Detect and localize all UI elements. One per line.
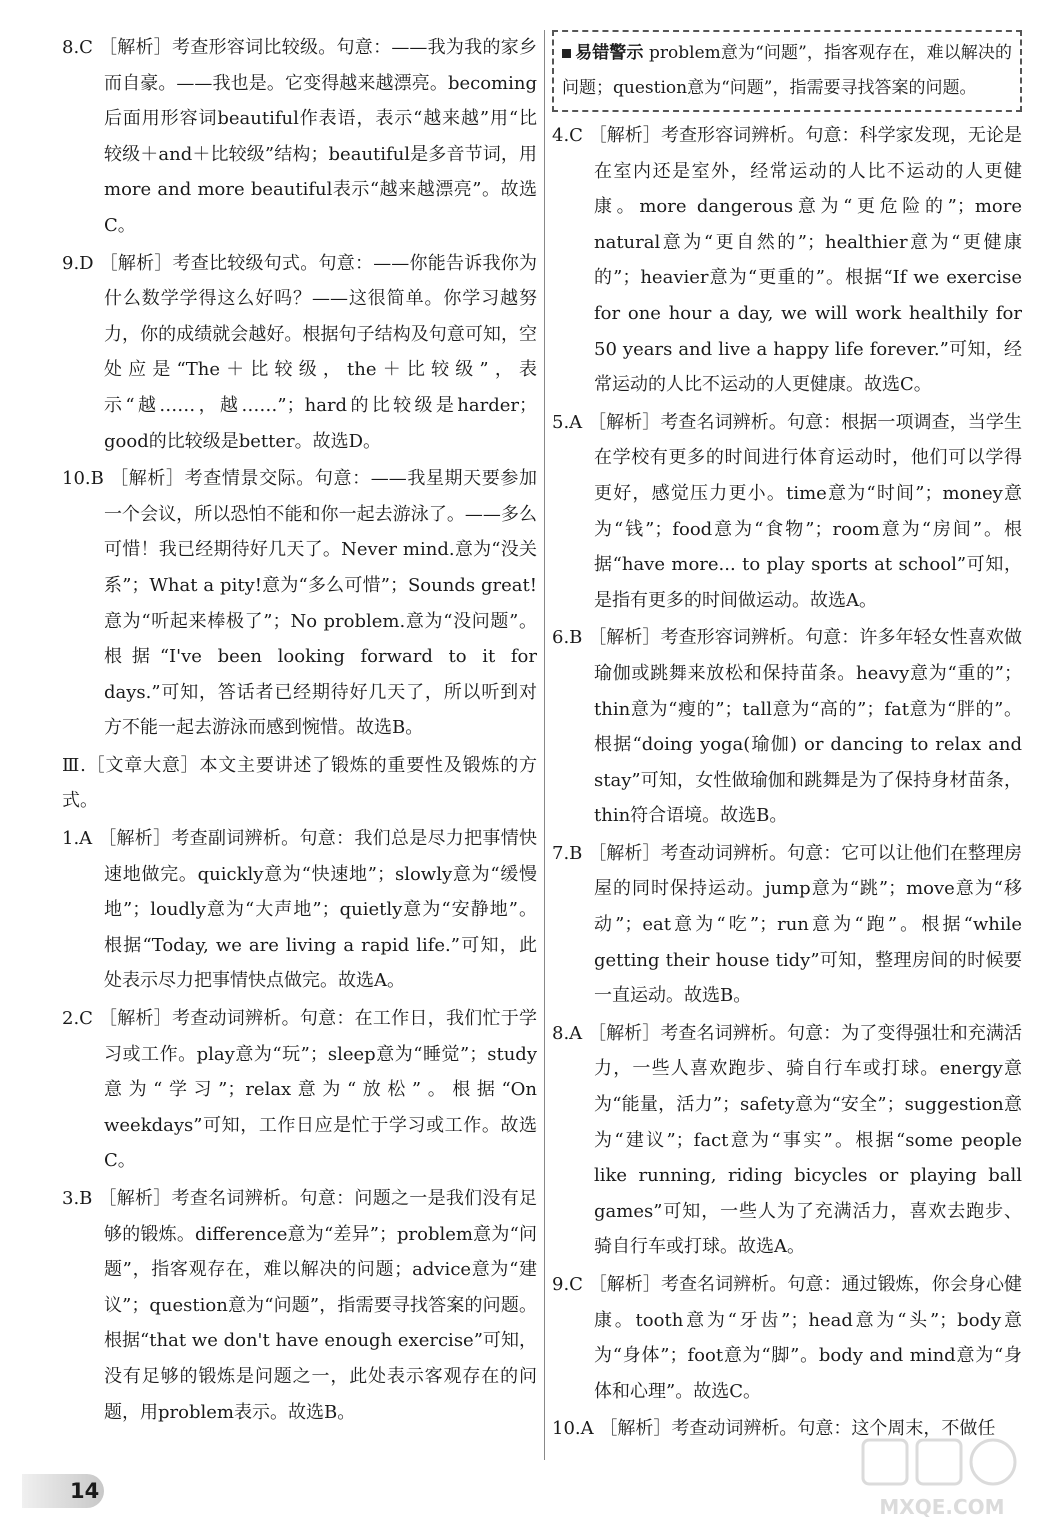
answer-text: 8.C ［解析］考查形容词比较级。句意：——我为我的家乡而自豪。——我也是。它变得越来越漂亮。becoming后面用形容词beautiful作表语，表示“越来越”用“比较级＋and＋比较级”结构；beautiful是多音节词，用more and more beautiful表示“越来越漂亮”。故选C。 — [62, 37, 537, 236]
answer-item — [62, 1181, 537, 1430]
tip-text: problem意为“问题”，指客观存在，难以解决的问题；question意为“问题”，指需要寻找答案的问题。 — [562, 43, 1013, 98]
section-summary — [62, 748, 537, 819]
answer-text: 5.A ［解析］考查名词辨析。句意：根据一项调查，当学生在学校有更多的时间进行体育运动时，他们可以学得更好，感觉压力更小。time意为“时间”；money意为“钱”；food意为“食物”；room意为“房间”。根据“have more... to play sports at school”可知，是指有更多的时间做运动。故选A。 — [552, 411, 1022, 611]
answer-item — [62, 461, 537, 746]
left-column — [62, 30, 537, 1432]
answer-item — [552, 1016, 1022, 1265]
answer-text: 7.B ［解析］考查动词辨析。句意：它可以让他们在整理房屋的同时保持运动。jump意为“跳”；move意为“移动”；eat意为“吃”；run意为“跑”。根据“while getting their house tidy”可知，整理房间的时候要一直运动。故选B。 — [552, 842, 1022, 1007]
answer-text: 6.B ［解析］考查形容词辨析。句意：许多年轻女性喜欢做瑜伽或跳舞来放松和保持苗条。heavy意为“重的”；thin意为“瘦的”；tall意为“高的”；fat意为“胖的”。根据“doing yoga(瑜伽) or dancing to relax and stay”可知，女性做瑜伽和跳舞是为了保持身材苗条，thin符合语境。故选B。 — [552, 627, 1022, 827]
answer-item — [552, 620, 1022, 834]
answer-text: 3.B ［解析］考查名词辨析。句意：问题之一是我们没有足够的锻炼。difference意为“差异”；problem意为“问题”，指客观存在，难以解决的问题；advice意为“建议”；question意为“问题”，指需要寻找答案的问题。根据“that we don't have enough exercise”可知，没有足够的锻炼是问题之一，此处表示客观存在的问题，用problem表示。故选B。 — [62, 1188, 537, 1423]
answer-text: 4.C ［解析］考查形容词辨析。句意：科学家发现，无论是在室内还是室外，经常运动的人比不运动的人更健康。more dangerous意为“更危险的”；more natural意为“更自然的”；healthier意为“更健康的”；heavier意为“更重的”。根据“If we exercise for one hour a day, we will work healthily for 50 years and live a happy life forever.”可知，经常运动的人比不运动的人更健康。故选C。 — [552, 125, 1022, 396]
answer-text: 10.B ［解析］考查情景交际。句意：——我星期天要参加一个会议，所以恐怕不能和你一起去游泳了。——多么可惜！我已经期待好几天了。Never mind.意为“没关系”；What a pity!意为“多么可惜”；Sounds great!意为“听起来棒极了”；No problem.意为“没问题”。根据“I've been looking forward to it for days.”可知，答话者已经期待好几天了，所以听到对方不能一起去游泳而感到惋惜。故选B。 — [62, 468, 537, 739]
tip-title: 易错警示 — [575, 43, 644, 63]
answer-text: 2.C ［解析］考查动词辨析。句意：在工作日，我们忙于学习或工作。play意为“玩”；sleep意为“睡觉”；study意为“学习”；relax意为“放松”。根据“On weekdays”可知，工作日应是忙于学习或工作。故选C。 — [62, 1008, 537, 1172]
answer-item — [552, 836, 1022, 1014]
page-number: 14 — [70, 1479, 100, 1503]
answer-text: 8.A ［解析］考查名词辨析。句意：为了变得强壮和充满活力，一些人喜欢跑步、骑自行车或打球。energy意为“能量，活力”；safety意为“安全”；suggestion意为“建议”；fact意为“事实”。根据“some people like running, riding bicycles or playing ball games”可知，一些人为了充满活力，喜欢去跑步、骑自行车或打球。故选A。 — [552, 1022, 1022, 1258]
answer-item — [552, 405, 1022, 619]
column-divider — [544, 30, 545, 1460]
answer-text: 10.A ［解析］考查动词辨析。句意：这个周末，不做任 — [552, 1418, 996, 1440]
watermark-text: MXQE.COM — [879, 1495, 1005, 1519]
tip-box — [552, 30, 1022, 112]
answer-item — [62, 1001, 537, 1179]
answer-text: 1.A ［解析］考查副词辨析。句意：我们总是尽力把事情快速地做完。quickly意为“快速地”；slowly意为“缓慢地”；loudly意为“大声地”；quietly意为“安静地”。根据“Today, we are living a rapid life.”可知，此处表示尽力把事情快点做完。故选A。 — [62, 828, 537, 992]
section-summary-text: Ⅲ.［文章大意］本文主要讲述了锻炼的重要性及锻炼的方式。 — [62, 754, 537, 812]
answer-item — [552, 1267, 1022, 1409]
answer-item — [62, 246, 537, 460]
answer-item — [552, 118, 1022, 403]
right-column — [552, 30, 1022, 1449]
answer-item — [62, 30, 537, 244]
answer-text: 9.D ［解析］考查比较级句式。句意：——你能告诉我你为什么数学学得这么好吗？——这很简单。你学习越努力，你的成绩就会越好。根据句子结构及句意可知，空处应是“The＋比较级，the＋比较级”，表示“越……，越……”；hard的比较级是harder；good的比较级是better。故选D。 — [62, 252, 537, 452]
watermark-logo-icon — [855, 1434, 1030, 1524]
square-bullet-icon — [562, 49, 571, 58]
answer-item — [62, 821, 537, 999]
answer-text: 9.C ［解析］考查名词辨析。句意：通过锻炼，你会身心健康。tooth意为“牙齿”；head意为“头”；body意为“身体”；foot意为“脚”。body and mind意为“身体和心理”。故选C。 — [552, 1274, 1022, 1402]
